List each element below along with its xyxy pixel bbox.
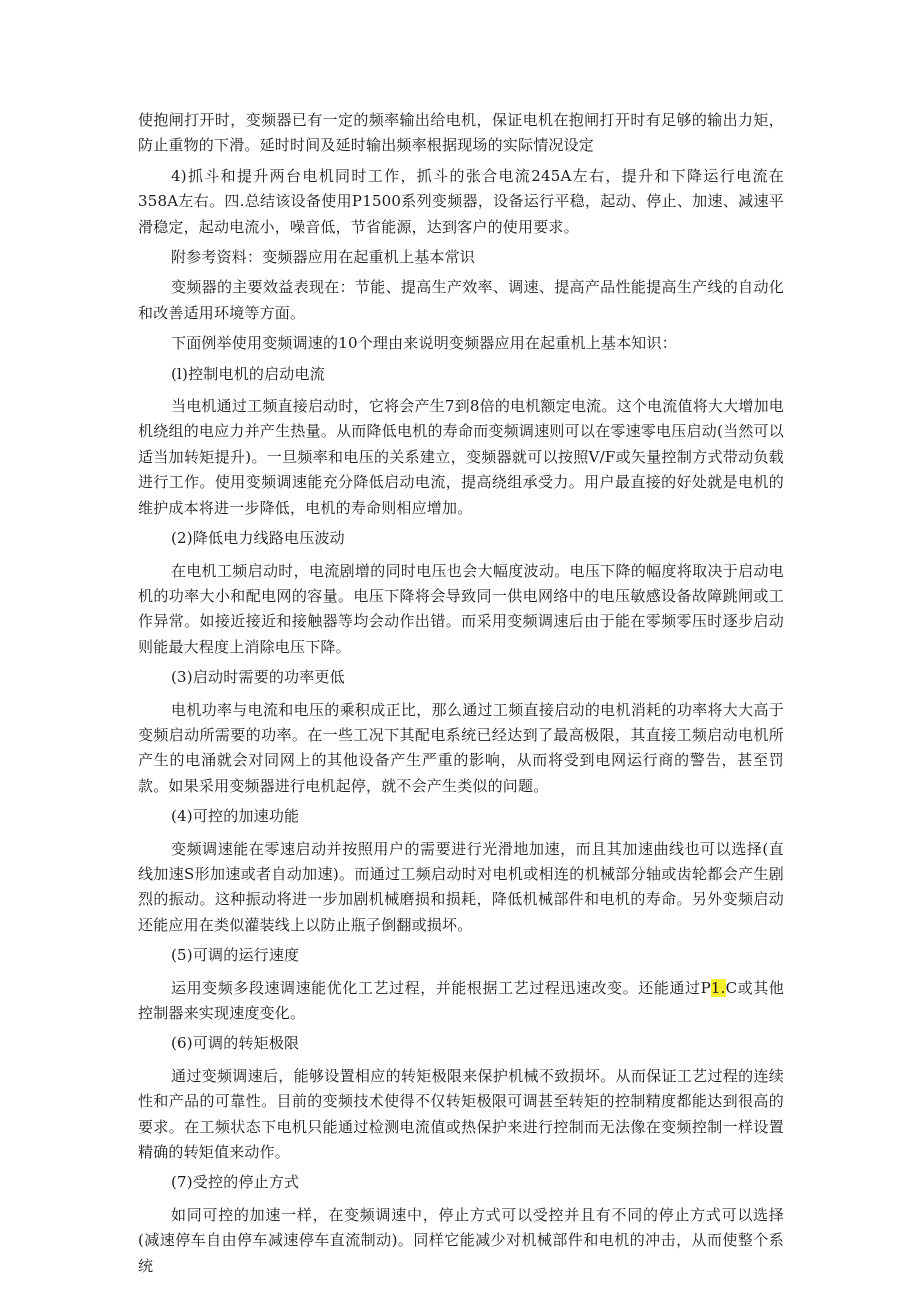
section-heading: (7)受控的停止方式 <box>171 1173 300 1192</box>
body-paragraph <box>138 976 784 1027</box>
paragraph-text: 运用变频多段速调速能优化工艺过程，并能根据工艺过程迅速改变。还能通过P <box>171 978 711 997</box>
document-body <box>138 108 784 1284</box>
section-heading: (6)可调的转矩极限 <box>171 1034 300 1053</box>
section-heading: (4)可控的加速功能 <box>171 807 300 826</box>
body-paragraph: 使抱闸打开时，变频器已有一定的频率输出给电机，保证电机在抱闸打开时有足够的输出力矩，防止重物的下滑。延时时间及延时输出频率根据现场的实际情况设定 <box>138 111 784 155</box>
body-paragraph: 附参考资料：变频器应用在起重机上基本常识 <box>171 248 476 267</box>
body-paragraph: 变频器的主要效益表现在：节能、提高生产效率、调速、提高产品性能提高生产线的自动化和改善适用环境等方面。 <box>138 278 784 322</box>
section-heading: (5)可调的运行速度 <box>171 946 300 965</box>
body-paragraph: 电机功率与电流和电压的乘积成正比，那么通过工频直接启动的电机消耗的功率将大大高于变频启动所需要的功率。在一些工况下其配电系统已经达到了最高极限，其直接工频启动电机所产生的电涌就会对同网上的其他设备产生严重的影响，从而将受到电网运行商的警告，甚至罚款。如果采用变频器进行电机起停，就不会产生类似的问题。 <box>138 700 784 795</box>
section-heading: (3)启动时需要的功率更低 <box>171 668 345 687</box>
highlighted-text: 1. <box>710 978 726 997</box>
body-paragraph: 在电机工频启动时，电流剧增的同时电压也会大幅度波动。电压下降的幅度将取决于启动电机的功率大小和配电网的容量。电压下降将会导致同一供电网络中的电压敏感设备故障跳闸或工作异常。如接近接近和接触器等均会动作出错。而采用变频调速后由于能在零频零压时逐步启动则能最大程度上消除电压下降。 <box>138 561 784 656</box>
paragraph-text: C或其他控制器来实现速度变化。 <box>138 978 784 1022</box>
section-heading: (l)控制电机的启动电流 <box>171 364 325 383</box>
body-paragraph: 下面例举使用变频调速的10个理由来说明变频器应用在起重机上基本知识： <box>171 334 677 353</box>
section-heading: (2)降低电力线路电压波动 <box>171 529 345 548</box>
body-paragraph: 4)抓斗和提升两台电机同时工作，抓斗的张合电流245A左右，提升和下降运行电流在358A左右。四.总结该设备使用P1500系列变频器，设备运行平稳，起动、停止、加速、减速平滑稳定，起动电流小，噪音低，节省能源，达到客户的使用要求。 <box>138 166 784 236</box>
body-paragraph: 当电机通过工频直接启动时，它将会产生7到8倍的电机额定电流。这个电流值将大大增加电机绕组的电应力并产生热量。从而降低电机的寿命而变频调速则可以在零速零电压启动(当然可以适当加转矩提升)。一旦频率和电压的关系建立，变频器就可以按照V/F或矢量控制方式带动负载进行工作。使用变频调速能充分降低启动电流，提高绕组承受力。用户最直接的好处就是电机的维护成本将进一步降低，电机的寿命则相应增加。 <box>138 397 784 517</box>
body-paragraph: 如同可控的加速一样，在变频调速中，停止方式可以受控并且有不同的停止方式可以选择(减速停车自由停车减速停车直流制动)。同样它能减少对机械部件和电机的冲击，从而使整个系统 <box>138 1205 784 1275</box>
body-paragraph: 通过变频调速后，能够设置相应的转矩极限来保护机械不致损坏。从而保证工艺过程的连续性和产品的可靠性。目前的变频技术使得不仅转矩极限可调甚至转矩的控制精度都能达到很高的要求。在工频状态下电机只能通过检测电流值或热保护来进行控制而无法像在变频控制一样设置精确的转矩值来动作。 <box>138 1066 784 1162</box>
body-paragraph: 变频调速能在零速启动并按照用户的需要进行光滑地加速，而且其加速曲线也可以选择(直线加速S形加速或者自动加速)。而通过工频启动时对电机或相连的机械部分轴或齿轮都会产生剧烈的振动。这种振动将进一步加剧机械磨损和损耗，降低机械部件和电机的寿命。另外变频启动还能应用在类似灌装线上以防止瓶子倒翻或损坏。 <box>138 839 784 934</box>
